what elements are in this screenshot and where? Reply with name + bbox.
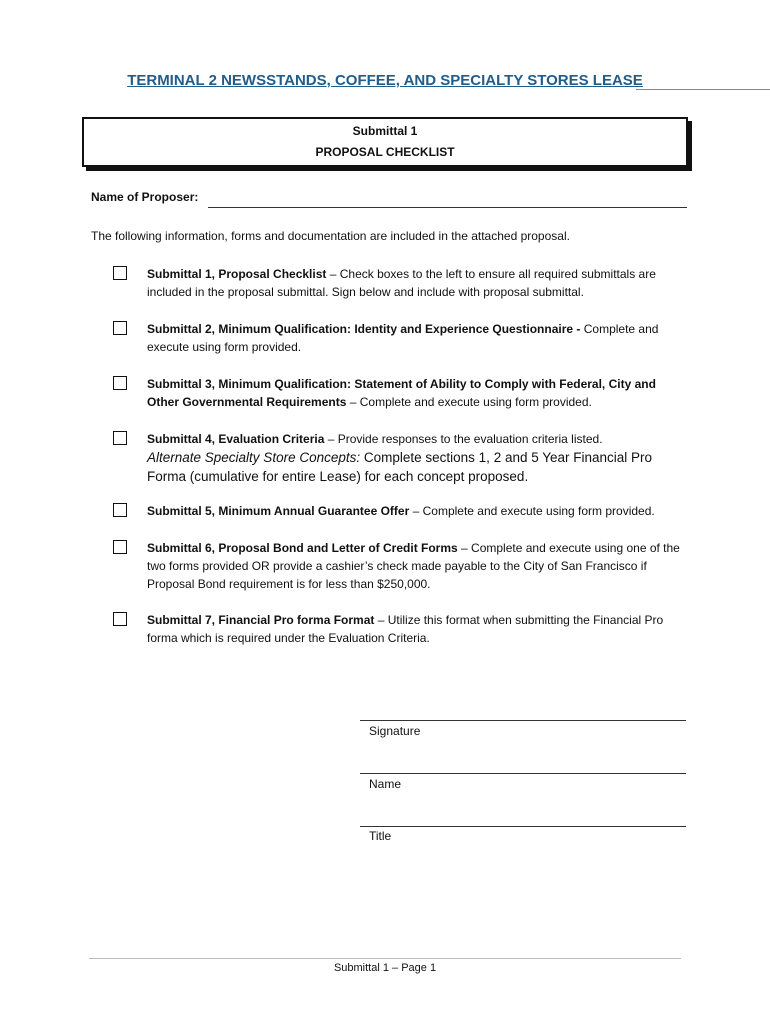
submittal-number: Submittal 1 <box>352 124 418 138</box>
item-description: – Utilize this format when submitting the Financial Pro forma which is required under the Evaluation Criteria. <box>147 613 664 645</box>
document-title: TERMINAL 2 NEWSSTANDS, COFFEE, AND SPECIALTY STORES LEASE <box>127 72 643 89</box>
title-rule <box>636 89 770 90</box>
checklist-item-text <box>147 539 681 593</box>
item-title: Submittal 6, Proposal Bond and Letter of Credit Forms <box>147 541 458 555</box>
checkbox-submittal-1[interactable] <box>113 266 127 280</box>
submittal-header-box <box>82 117 688 167</box>
item-title: Submittal 1, Proposal Checklist <box>147 267 327 281</box>
item-title: Submittal 7, Financial Pro forma Format <box>147 613 375 627</box>
item-title: Submittal 2, Minimum Qualification: Identity and Experience Questionnaire - <box>147 322 581 336</box>
checkbox-submittal-7[interactable] <box>113 612 127 626</box>
name-label: Name <box>369 777 402 791</box>
footer-rule <box>89 958 681 959</box>
signature-field[interactable] <box>360 720 686 721</box>
title-field[interactable] <box>360 826 686 827</box>
item-title: Submittal 5, Minimum Annual Guarantee Offer <box>147 504 410 518</box>
item-description: – Check boxes to the left to ensure all required submittals are included in the proposal submittal. Sign below and include with proposal submittal. <box>147 267 656 299</box>
checklist-heading: PROPOSAL CHECKLIST <box>315 145 455 159</box>
signature-label: Signature <box>369 724 421 738</box>
item-description: – Complete and execute using one of the two forms provided OR provide a cashier’s check made payable to the City of San Francisco if Proposal Bond requirement is for less than $250,000. <box>147 541 680 591</box>
checklist-item-text <box>147 611 681 647</box>
intro-text: The following information, forms and documentation are included in the attached proposal. <box>91 229 570 243</box>
title-label: Title <box>369 829 392 843</box>
checklist-item-text <box>147 502 707 520</box>
item-description: Complete and execute using form provided. <box>147 322 659 354</box>
alternate-concepts-text: Complete sections 1, 2 and 5 Year Financial Pro Forma (cumulative for entire Lease) for each concept proposed. <box>147 450 653 484</box>
checkbox-submittal-2[interactable] <box>113 321 127 335</box>
checkbox-submittal-4[interactable] <box>113 431 127 445</box>
name-field[interactable] <box>360 773 686 774</box>
item-description: – Complete and execute using form provided. <box>409 504 655 518</box>
checklist-item-text <box>147 375 681 411</box>
item-description: – Complete and execute using form provided. <box>346 395 592 409</box>
checkbox-submittal-5[interactable] <box>113 503 127 517</box>
alternate-concepts-note <box>147 448 681 486</box>
item-title: Submittal 4, Evaluation Criteria <box>147 432 325 446</box>
checkbox-submittal-6[interactable] <box>113 540 127 554</box>
alternate-concepts-label: Alternate Specialty Store Concepts: <box>147 450 361 465</box>
proposer-name-field[interactable] <box>208 207 687 208</box>
page-footer: Submittal 1 – Page 1 <box>333 962 437 974</box>
checklist-item-text <box>147 265 681 301</box>
item-description: – Provide responses to the evaluation criteria listed. <box>324 432 603 446</box>
checkbox-submittal-3[interactable] <box>113 376 127 390</box>
item-title: Submittal 3, Minimum Qualification: Statement of Ability to Comply with Federal, City and Other Governmental Requirements <box>147 377 656 409</box>
checklist-item-text <box>147 430 681 486</box>
proposer-label: Name of Proposer: <box>91 190 199 204</box>
checklist-item-text <box>147 320 681 356</box>
